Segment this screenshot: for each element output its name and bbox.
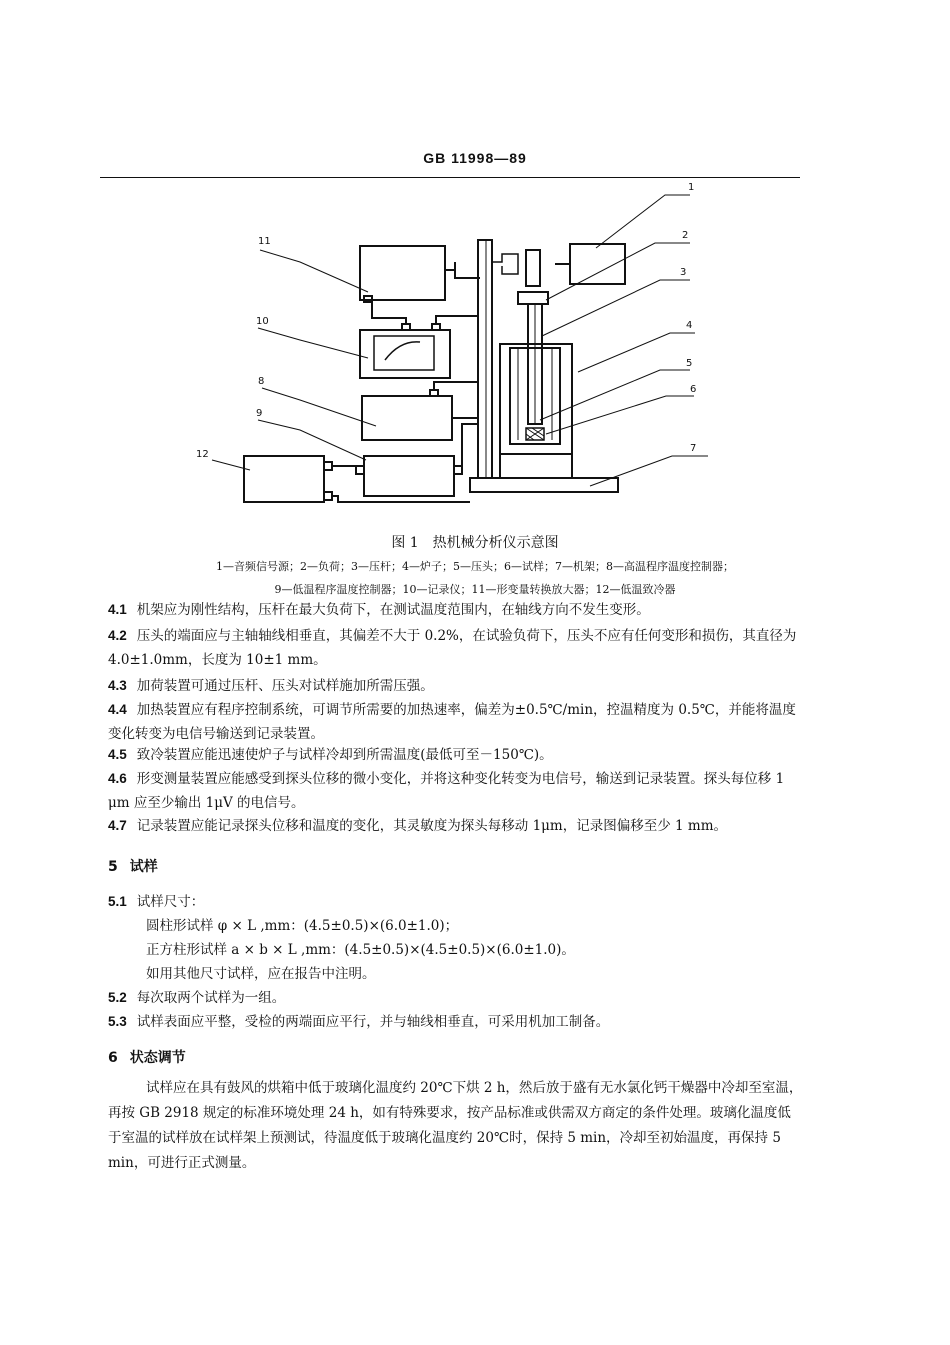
frame-base [470,478,618,492]
section-6-body: 试样应在具有鼓风的烘箱中低于玻璃化温度约 20℃下烘 2 h，然后放于盛有无水氯化钙干燥器中冷却至室温，再按 GB 2918 规定的标准环境处理 24 h，如有特殊要求，按产品标准或供需双方商定的条件处理。玻璃化温度低于室温的试样放在试样架上预测试，待温度低于玻璃化温度约 20℃时，保持 5 min，冷却至初始温度，再保持 5 min，可进行正式测量。 [108,1080,803,1171]
callout-10: 10 [256,316,269,327]
clause-4-2: 4.2 压头的端面应与主轴轴线相垂直，其偏差不大于 0.2%，在试验负荷下，压头不应有任何变形和损伤，其直径为 4.0±1.0mm，长度为 10±1 mm。 [108,628,797,668]
clause-5-1-square: 正方柱形试样 a × b × L ,mm：(4.5±0.5)×(4.5±0.5)×(6.0±1.0)。 [146,942,575,958]
clause-5-2: 5.2 每次取两个试样为一组。 [108,990,286,1006]
box-12 [244,456,324,502]
clause-5-1-cylinder: 圆柱形试样 φ × L ,mm：(4.5±0.5)×(6.0±1.0)； [146,918,459,934]
clause-4-7: 4.7 记录装置应能记录探头位移和温度的变化，其灵敏度为探头每移动 1μm，记录图偏移至少 1 mm。 [108,818,728,834]
figure-thermomechanical-analyzer [150,175,750,525]
figure-legend-line1: 1—音频信号源；2—负荷；3—压杆；4—炉子；5—压头；6—试样；7—机架；8—高温程序温度控制器； [216,560,734,573]
callout-3: 3 [680,267,687,278]
box-9 [364,456,454,496]
section-6-heading: 6 状态调节 [108,1050,186,1066]
figure-caption: 图 1 热机械分析仪示意图 [391,535,559,551]
clause-5-1-other: 如用其他尺寸试样，应在报告中注明。 [146,966,376,982]
callout-2: 2 [682,230,689,241]
frame-column [478,240,492,478]
callout-11: 11 [258,236,271,247]
callout-12: 12 [196,449,209,460]
clause-5-1: 5.1 试样尺寸： [108,894,205,910]
clause-4-1: 4.1 机架应为刚性结构，压杆在最大负荷下，在测试温度范围内，在轴线方向不发生变形。 [108,602,650,618]
callout-7: 7 [690,443,697,454]
box-1-audio-source [570,244,625,284]
figure-legend-line2: 9—低温程序温度控制器；10—记录仪；11—形变量转换放大器；12—低温致冷器 [274,583,676,596]
box-8 [362,396,452,440]
box-11 [360,246,445,300]
callout-4: 4 [686,320,693,331]
clause-5-3: 5.3 试样表面应平整，受检的两端面应平行，并与轴线相垂直，可采用机加工制备。 [108,1014,610,1030]
clause-4-5: 4.5 致冷装置应能迅速使炉子与试样冷却到所需温度(最低可至－150℃)。 [108,747,553,763]
callout-9: 9 [256,408,263,419]
clause-4-6: 4.6 形变测量装置应能感受到探头位移的微小变化，并将这种变化转变为电信号，输送到记录装置。探头每位移 1 μm 应至少输出 1μV 的电信号。 [108,771,785,811]
section-5-heading: 5 试样 [108,859,158,875]
callout-1: 1 [688,182,695,193]
callout-6: 6 [690,384,697,395]
page-header-code: GB 11998—89 [423,150,527,166]
clause-4-4: 4.4 加热装置应有程序控制系统，可调节所需要的加热速率，偏差为±0.5℃/min，控温精度为 0.5℃，并能将温度变化转变为电信号输送到记录装置。 [108,702,796,742]
callout-8: 8 [258,376,265,387]
callout-5: 5 [686,358,693,369]
clause-4-3: 4.3 加荷装置可通过压杆、压头对试样施加所需压强。 [108,678,434,694]
